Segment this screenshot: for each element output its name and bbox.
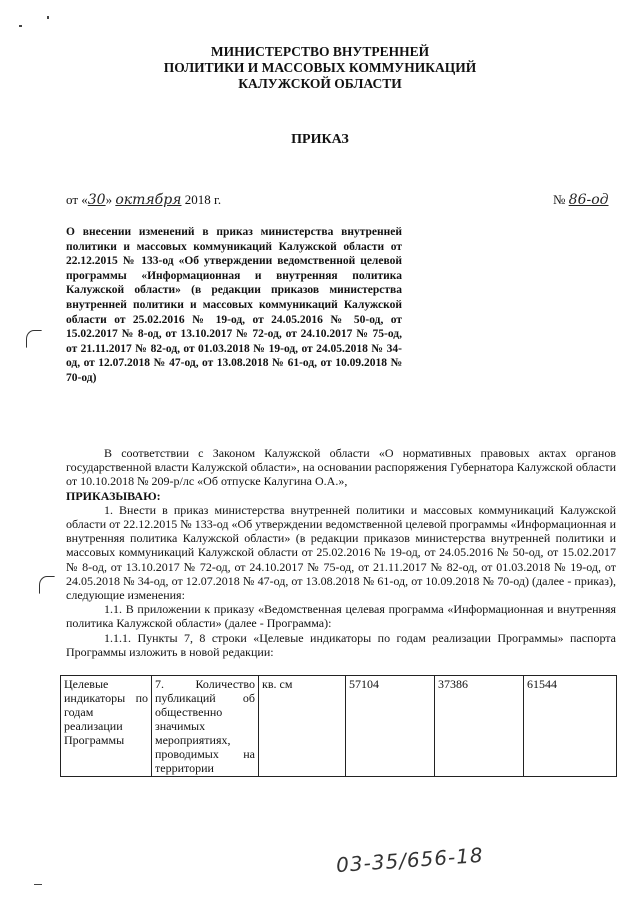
indicator-heading-cell: Целевые индикаторы по годам реализации Программы: [61, 676, 152, 777]
ministry-line-3: КАЛУЖСКОЙ ОБЛАСТИ: [238, 76, 402, 91]
hole-punch-mark: [26, 330, 42, 348]
hole-punch-mark: [39, 576, 55, 594]
value-cell: 57104: [346, 676, 435, 777]
indicator-name-cell: 7. Количество публикаций об общественно значимых мероприятиях, проводимых на территории: [152, 676, 259, 777]
order-number: [553, 192, 609, 208]
scan-speck: [34, 884, 42, 885]
item-1-1: 1.1. В приложении к приказу «Ведомственная целевая программа «Информационная и внутренняя политика Калужской области» (далее - Программа):: [66, 602, 616, 631]
order-body: [66, 446, 616, 659]
item-1: 1. Внести в приказ министерства внутренней политики и массовых коммуникаций Калужской области от 22.12.2015 № 133-од «Об утверждении ведомственной целевой программы «Информационная и внутренняя политика Калужской области» (в редакции приказов министерства внутренней политики и массовых коммуникаций Калужской области от 25.02.2016 № 19-од, от 24.05.2016 № 50-од, от 15.02.2017 № 8-од, от 13.10.2017 № 72-од, от 24.10.2017 № 75-од, от 21.11.2017 № 82-од, от 01.03.2018 № 19-од, от 24.05.2018 № 34-од, от 12.07.2018 № 47-од, от 13.08.2018 № 61-од, от 10.09.2018 № 70-од) (далее - приказ), следующие изменения:: [66, 502, 616, 603]
scan-speck: [47, 16, 49, 19]
value-cell: 37386: [435, 676, 524, 777]
date-month: октября: [115, 192, 182, 208]
unit-cell: кв. см: [259, 676, 346, 777]
date-mid: »: [105, 192, 116, 207]
ministry-line-2: ПОЛИТИКИ И МАССОВЫХ КОММУНИКАЦИЙ: [163, 60, 477, 75]
document-type: ПРИКАЗ: [291, 132, 349, 147]
ministry-line-1: МИНИСТЕРСТВО ВНУТРЕННЕЙ: [210, 44, 430, 59]
number-value: 86-од: [568, 192, 609, 208]
date-day: 30: [87, 192, 106, 208]
table-row: [61, 676, 617, 777]
order-subject: О внесении изменений в приказ министерства внутренней политики и массовых коммуникаций Калужской области от 22.12.2015 № 133-од «Об утверждении ведомственной целевой программы «Информационная и внутренняя политика Калужской области» (в редакции приказов министерства внутренней политики и массовых коммуникаций Калужской области от 25.02.2016 № 19-од, от 24.05.2016 № 50-од, от 15.02.2017 № 8-од, от 13.10.2017 № 72-од, от 24.10.2017 № 75-од, от 21.11.2017 № 82-од, от 01.03.2018 № 19-од, от 24.05.2018 № 34-од, от 12.07.2018 № 47-од, от 13.08.2018 № 61-од, от 10.09.2018 № 70-од): [66, 226, 402, 384]
date-prefix: от «: [66, 192, 88, 207]
registry-handwritten-note: 03-35/656-18: [335, 842, 485, 878]
order-date: [66, 192, 221, 208]
preamble-paragraph: В соответствии с Законом Калужской области «О нормативных правовых актах органов государственной власти Калужской области», на основании распоряжения Губернатора Калужской области от 10.10.2018 № 209-р/лс «Об отпуске Калугина О.А.»,: [66, 446, 616, 489]
indicators-table: [60, 675, 617, 777]
date-year: 2018 г.: [181, 192, 222, 207]
value-cell: 61544: [524, 676, 617, 777]
order-word: ПРИКАЗЫВАЮ:: [66, 488, 161, 503]
number-prefix: №: [553, 192, 569, 207]
item-1-1-1: 1.1.1. Пункты 7, 8 строки «Целевые индикаторы по годам реализации Программы» паспорта Программы изложить в новой редакции:: [66, 630, 616, 659]
ministry-header: [0, 44, 640, 92]
scan-speck: [19, 25, 22, 27]
